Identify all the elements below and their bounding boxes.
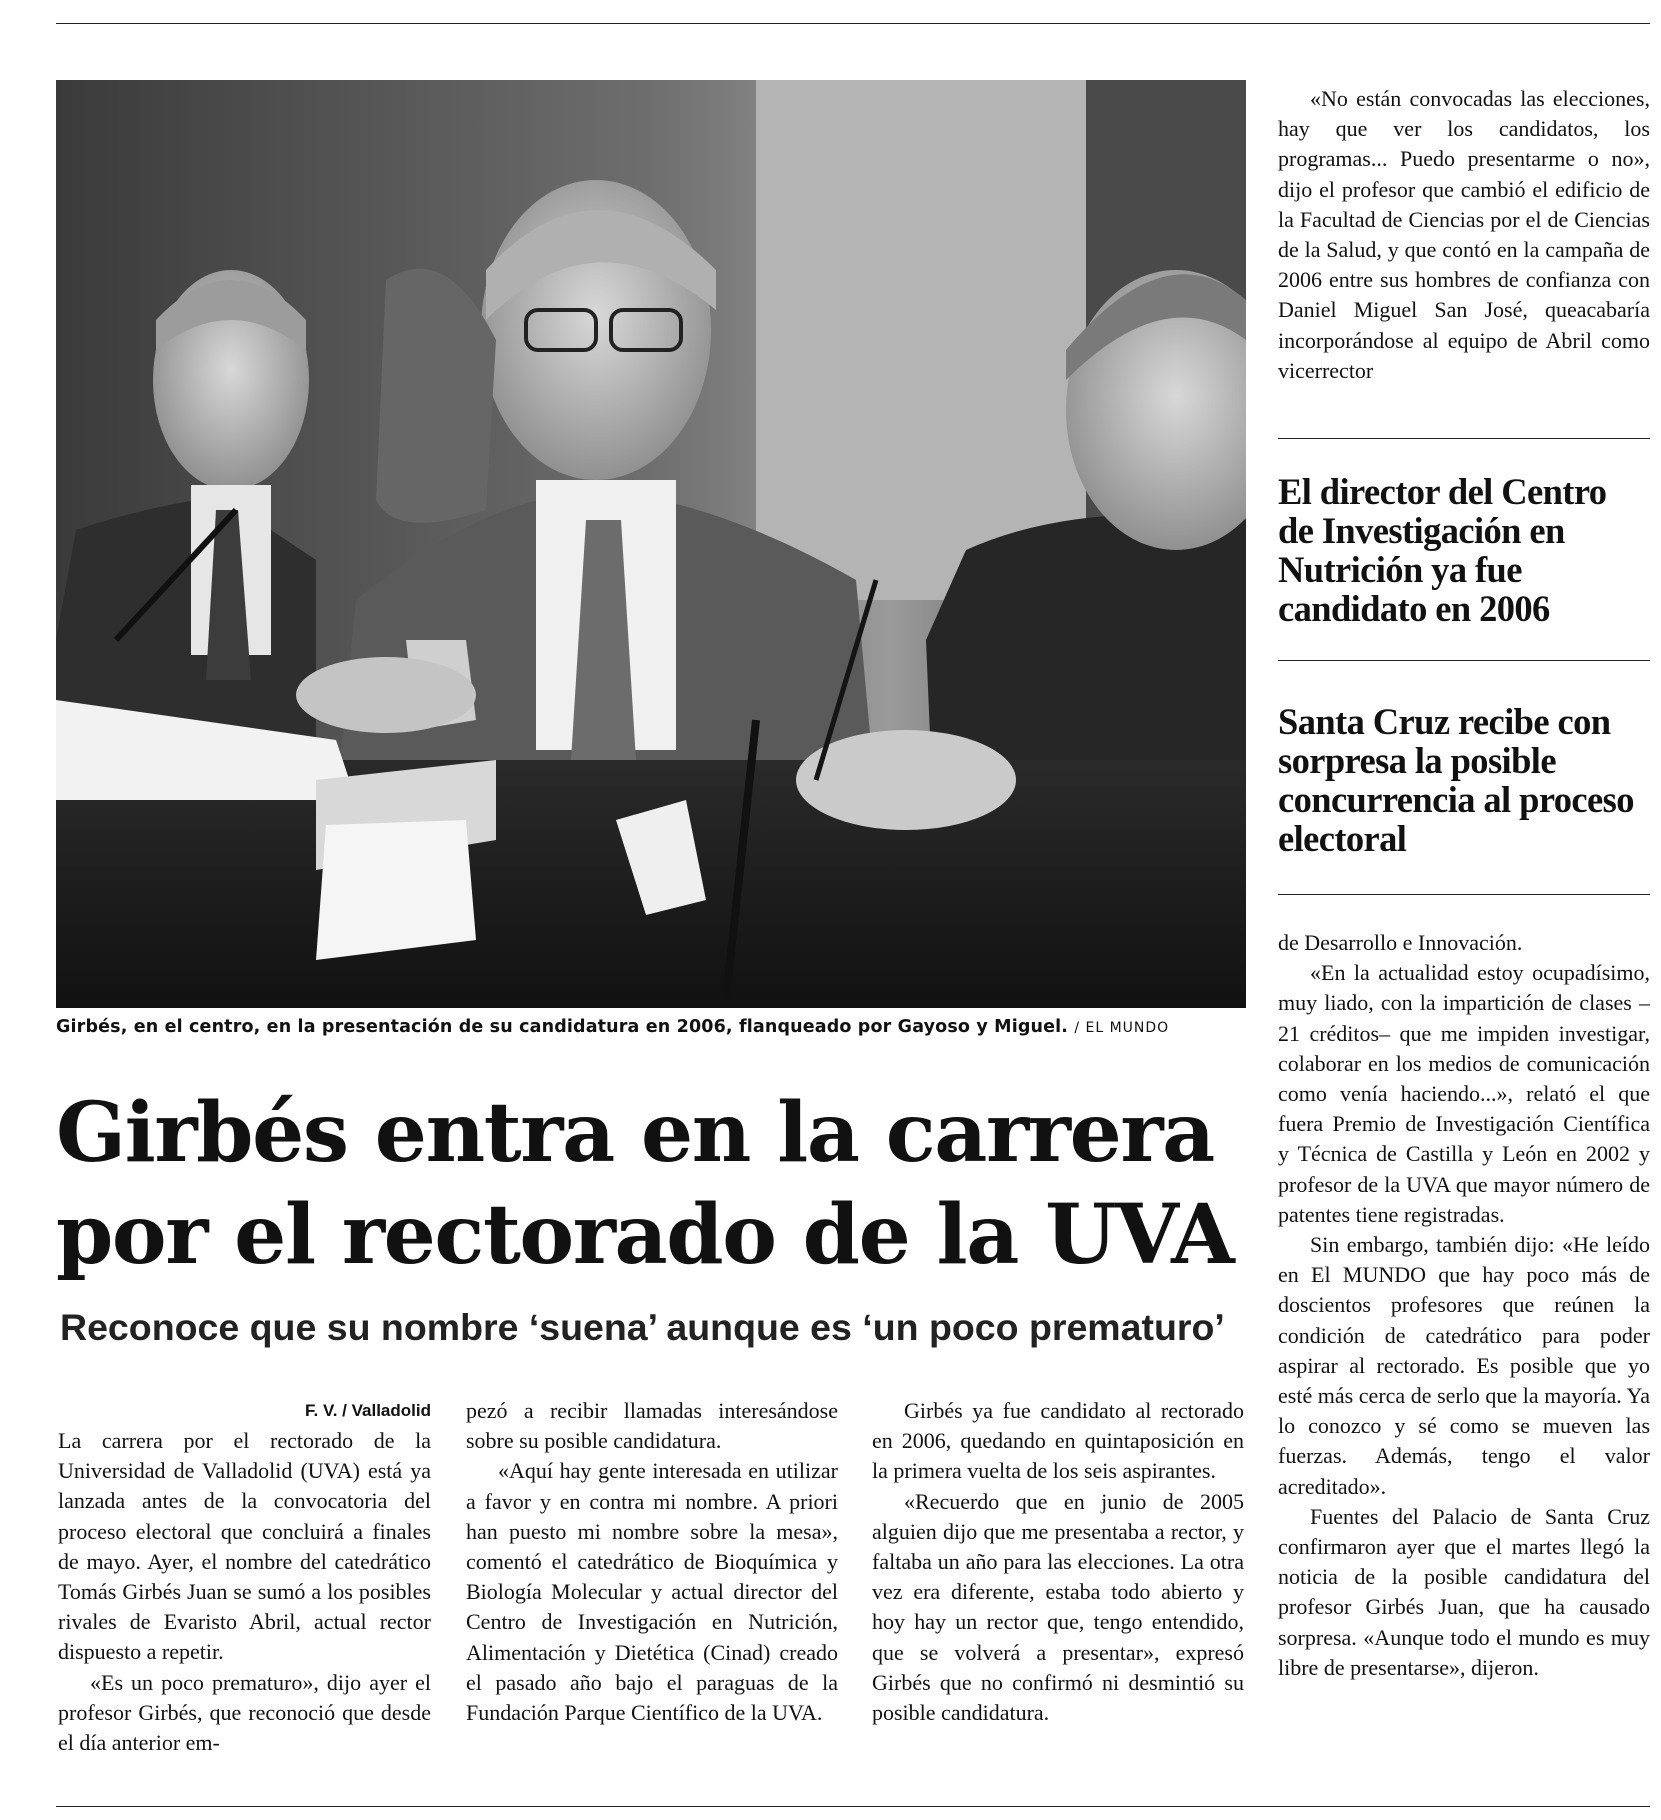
side-rule-2 [1278, 660, 1650, 661]
side-bottom-paragraph-3: Sin embargo, también dijo: «He leído en El MUNDO que hay poco más de doscientos profesores que reúnen la condición de catedrático para poder aspirar al rectorado. Es posible que yo esté más cerca de serlo que la mayoría. Ya lo conozco y sé como se mueven las fuerzas. Además, tengo el valor acreditado». [1278, 1232, 1650, 1499]
photo-credit: / EL MUNDO [1074, 1020, 1170, 1036]
top-rule [56, 23, 1650, 24]
col1-paragraph-1: La carrera por el rectorado de la Universidad de Valladolid (UVA) está ya lanzada antes de la convocatoria del proceso electoral que concluirá a finales de mayo. Ayer, el nombre del catedrático Tomás Girbés Juan se sumó a los posibles rivales de Evaristo Abril, actual rector dispuesto a repetir. [58, 1428, 431, 1665]
headline [56, 1082, 1246, 1286]
side-rule-1 [1278, 438, 1650, 439]
col1-paragraph-2: «Es un poco prematuro», dijo ayer el profesor Girbés, que reconoció que desde el día anterior em- [58, 1669, 431, 1756]
news-photo [56, 80, 1246, 1008]
article-column-1 [58, 1398, 431, 1758]
article-column-2 [466, 1396, 838, 1728]
side-bottom-paragraph-1: de Desarrollo e Innovación. [1278, 930, 1523, 955]
side-top-paragraph: «No están convocadas las elecciones, hay que ver los candidatos, los programas... Puedo presentarme o no», dijo el profesor que cambió el edificio de la Facultad de Ciencias por el de Ciencias de la Salud, y que contó en la campaña de 2006 entre sus hombres de confianza con Daniel Miguel San José, queacabaría incorporándose al equipo de Abril como vicerrector [1278, 86, 1650, 383]
headline-line-2: por el rectorado de la UVA [56, 1187, 1234, 1283]
side-headline-2: Santa Cruz recibe con sorpresa la posible concurrencia al proceso electoral [1278, 701, 1634, 859]
headline-line-1: Girbés entra en la carrera [56, 1085, 1214, 1181]
side-bottom-paragraph-4: Fuentes del Palacio de Santa Cruz confirmaron ayer que el martes llegó la noticia de la posible candidatura del profesor Girbés Juan, que ha causado sorpresa. «Aunque todo el mundo es muy libre de presentarse», dijeron. [1278, 1503, 1650, 1680]
photo-caption [56, 1017, 1246, 1037]
bottom-rule [56, 1806, 1650, 1807]
col3-paragraph-1: Girbés ya fue candidato al rectorado en 2006, quedando en quintaposición en la primera vuelta de los seis aspirantes. [872, 1398, 1244, 1484]
caption-text: Girbés, en el centro, en la presentación de su candidatura en 2006, flanqueado por Gayoso y Miguel. [56, 1017, 1069, 1037]
side-rule-3 [1278, 894, 1650, 895]
side-column-bottom [1278, 928, 1650, 1683]
side-bottom-paragraph-2: «En la actualidad estoy ocupadísimo, muy liado, con la impartición de clases –21 créditos– que me impiden investigar, colaborar en los medios de comunicación como venía haciendo...», relató el que fuera Premio de Investigación Científica y Técnica de Castilla y León en 2002 y profesor de la UVA que mayor número de patentes tiene registradas. [1278, 960, 1650, 1227]
subtitle: Reconoce que su nombre ‘suena’ aunque es ‘un poco prematuro’ [60, 1306, 1225, 1348]
side-headline-1: El director del Centro de Investigación en Nutrición ya fue candidato en 2006 [1278, 471, 1607, 629]
byline: F. V. / Valladolid [305, 1401, 431, 1420]
photo-illustration [56, 80, 1246, 1008]
col3-paragraph-2: «Recuerdo que en junio de 2005 alguien dijo que me presentaba a rector, y faltaba un año para las elecciones. La otra vez era diferente, estaba todo abierto y hoy hay un rector que, tengo entendido, que se volverá a presentar», expresó Girbés que no confirmó ni desmintió su posible candidatura. [872, 1488, 1244, 1726]
article-column-3 [872, 1396, 1244, 1728]
col2-paragraph-1: pezó a recibir llamadas interesándose sobre su posible candidatura. [466, 1398, 838, 1454]
side-column-top [1278, 84, 1650, 386]
col2-paragraph-2: «Aquí hay gente interesada en utilizar a favor y en contra mi nombre. A priori han puesto mi nombre sobre la mesa», comentó el catedrático de Bioquímica y Biología Molecular y actual director del Centro de Investigación en Nutrición, Alimentación y Dietética (Cinad) creado el pasado año bajo el paraguas de la Fundación Parque Científico de la UVA. [466, 1458, 838, 1726]
